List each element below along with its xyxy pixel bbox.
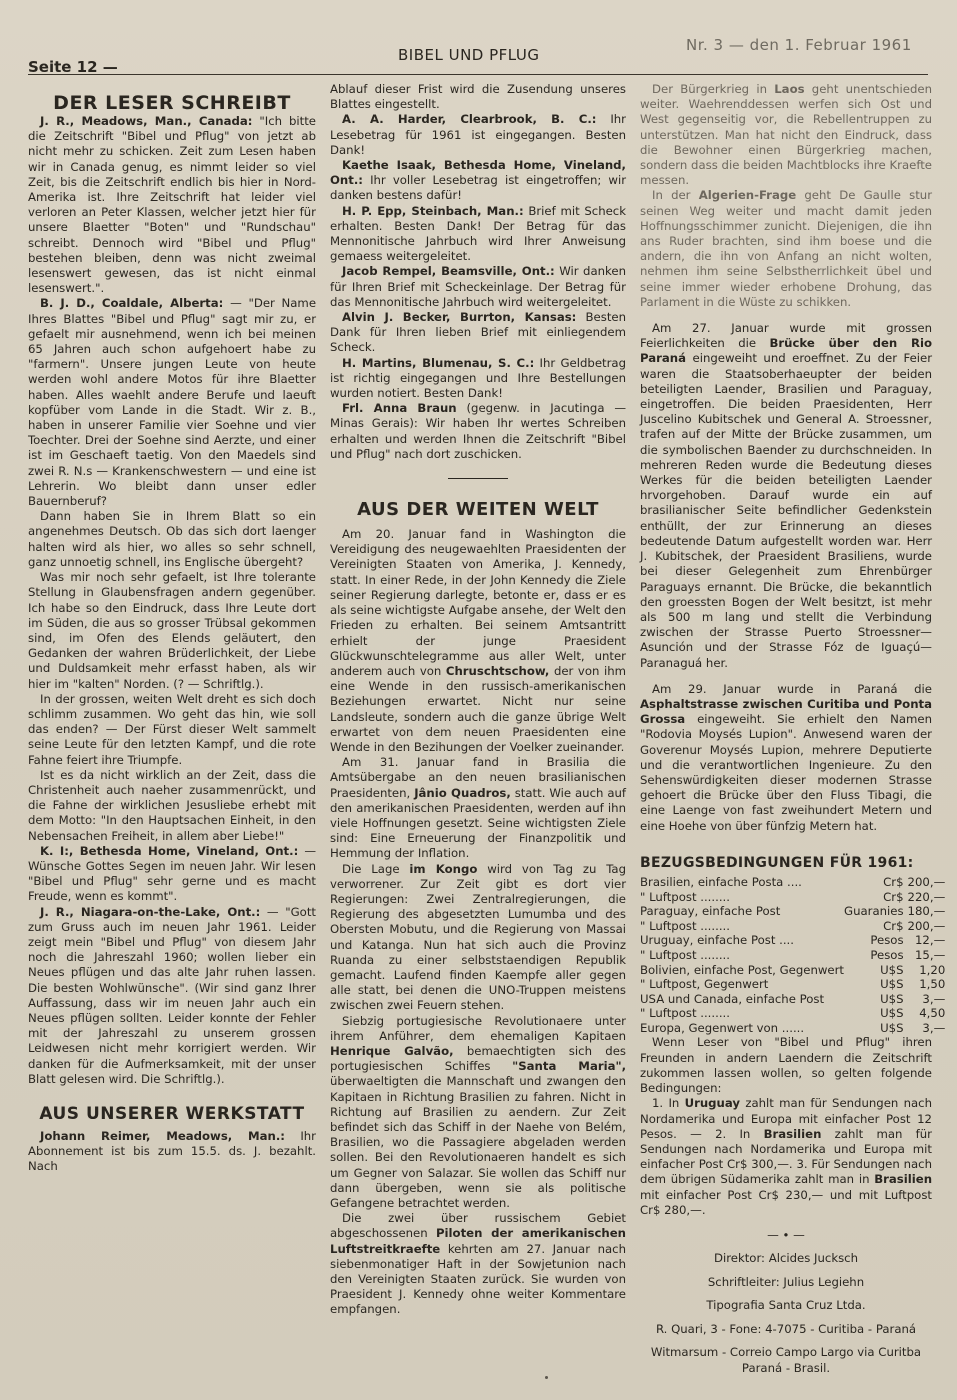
column-2 (330, 82, 626, 1318)
news-paragraph: Der Bürgerkrieg in Laos geht unentschieden weiter. Waehrenddessen werfen sich Ost und West gegenseitig vor, die Rebellentruppen zu unterstützen. Man hat nicht den Eindruck, dass die Bewohner einen Bürgerkrieg machen, sondern dass die beiden Machtblocks ihre Kraefte messen. (640, 82, 933, 188)
news-paragraph: In der Algerien-Frage geht De Gaulle stur seinen Weg weiter und macht damit jeden Hoffnungsschimmer zunicht. Diejenigen, die ihn ans Ruder brachten, sind ihm boese und die andern, die ihn von Anfang an nicht wolten, nehmen ihm seine Selbstherrlichkeit übel und seine immer wieder erhobene Drohung, das Parlament in die Wüste zu schikken. (640, 188, 933, 309)
letter-sender: B. J. D., Coaldale, Alberta: (40, 296, 224, 311)
print-speck (545, 1376, 548, 1379)
news-paragraph: Am 27. Januar wurde mit grossen Feierlichkeiten die Brücke über den Rio Paraná eingeweiht und eroeffnet. Zu der Feier waren die Staatsoberhaeupter der beiden beteiligten Laender, Brasilien und Paraguay, eingetroffen. Die beiden Praesidenten, Herr Juscelino Kubitschek und General A. Stroessner, trafen auf der Mitte der Brücke zusammen, um die symbolischen Baender zu durchschneiden. In mehreren Reden wurde die Bedeutung dieses Werkes für die beiden beteiligten Laender hrvorgehoben. Darauf wurde ein auf brasilianischer Seite befindlicher Gedenkstein enthüllt, der zur Erinnerung an dieses bedeutende Datum aufgestellt worden war. Herr J. Kubitschek, der Praesident Brasiliens, wurde bei dieser Gelegenheit zum Ehrenbürger Paraguays ernannt. Die Brücke, die bekanntlich den groessten Bogen der Welt besitzt, ist mehr als 500 m lang und stellt die Verbindung zwischen der Strasse Puerto Stroessner—Asunción und der Strasse Fóz de Iguaçú—Paranaguá her. (640, 321, 933, 670)
price-row (640, 948, 945, 963)
column-1 (28, 82, 316, 1175)
price-amount: 3,— (922, 991, 946, 1006)
letter-3: K. I:, Bethesda Home, Vineland, Ont.: — Wünsche Gottes Segen im neuen Jahr. Wir lesen "Bibel und Pflug" sehr gerne und es macht Freude, wenn es kommt". (28, 843, 316, 904)
section-heading-welt: AUS DER WEITEN WELT (357, 499, 599, 521)
page-number: Seite 12 — (28, 58, 118, 76)
price-amount: 3,— (922, 1020, 946, 1035)
imprint-director: Direktor: Alcides Jucksch (713, 1251, 859, 1266)
ornament-divider: — • — (767, 1227, 805, 1242)
notice-2: A. A. Harder, Clearbrook, B. C.: Ihr Lesebetrag für 1961 ist eingegangen. Besten Dank! (330, 112, 626, 157)
notice-6: Alvin J. Becker, Burrton, Kansas: Besten Dank für Ihren lieben Brief mit einliegendem Scheck. (330, 310, 626, 355)
news-paragraph: Die zwei über russischem Gebiet abgeschossenen Piloten der amerikanischen Luftstreitkraefte kehrten am 27. Januar nach siebenmonatiger Haft in der Sowjetunion nach den Vereinigten Staaten zurück. Sie wurden von Praesident J. Kennedy ohne weiter Kommentare empfangen. (330, 1211, 627, 1317)
price-row (640, 1006, 945, 1021)
price-label: Uruguay, einfache Post .... (640, 933, 794, 948)
imprint-country: Paraná - Brasil. (741, 1360, 831, 1375)
price-row (640, 963, 945, 978)
letter-sender: J. R., Meadows, Man., Canada: (40, 114, 253, 128)
price-amount: 220,— (907, 889, 946, 904)
bezug-paragraph: Wenn Leser von "Bibel und Pflug" ihren Freunden in andern Laendern die Zeitschrift zukommen lassen wollen, so gelten folgende Bedingungen: (640, 1035, 932, 1096)
price-currency: Guaranies (844, 904, 904, 919)
price-row (640, 1021, 945, 1036)
price-currency: U$S (880, 962, 904, 977)
notice-recipient: Kaethe Isaak, Bethesda Home, Vineland, Ont.: (330, 158, 626, 188)
letter-sender: K. I:, Bethesda Home, Vineland, Ont.: (40, 843, 299, 858)
price-amount: 200,— (907, 874, 946, 889)
price-currency: U$S (880, 1006, 904, 1021)
price-currency: Cr$ (883, 889, 904, 904)
notice-recipient: H. P. Epp, Steinbach, Man.: (342, 203, 524, 218)
price-currency: Pesos (870, 933, 904, 948)
notice-recipient: Jacob Rempel, Beamsville, Ont.: (342, 264, 555, 279)
masthead-title: BIBEL UND PFLUG (398, 46, 540, 64)
price-amount: 15,— (914, 947, 946, 962)
notice-recipient: A. A. Harder, Clearbrook, B. C.: (342, 112, 597, 127)
price-row (640, 904, 945, 919)
letter-2-paragraph: In der grossen, weiten Welt dreht es sich doch schlimm zusammen. Wo geht das hin, wie soll das enden? — Der Fürst dieser Welt sammelt seine Leute für den letzten Kampf, und die rote Fahne feiert ihre Triumpfe. (28, 691, 316, 767)
notice-1-continued: Ablauf dieser Frist wird die Zusendung unseres Blattes eingestellt. (330, 82, 626, 112)
price-amount: 1,50 (919, 977, 946, 992)
notice-5: Jacob Rempel, Beamsville, Ont.: Wir danken für Ihren Brief mit Scheckeinlage. Der Betrag für das Mennonitische Jahrbuch wird weitergeleitet. (330, 264, 626, 309)
section-divider (448, 478, 508, 479)
price-currency: Cr$ (883, 874, 904, 889)
notice-7: H. Martins, Blumenau, S. C.: Ihr Geldbetrag ist richtig eingegangen und Ihre Bestellungen wurden notiert. Besten Dank! (330, 355, 626, 401)
section-heading-werkstatt: AUS UNSERER WERKSTATT (39, 1104, 305, 1124)
price-label: " Luftpost ........ (640, 889, 730, 904)
price-row (640, 992, 945, 1007)
column-3 (640, 82, 946, 1376)
price-amount: 1,20 (919, 962, 946, 977)
letter-2-paragraph: Ist es da nicht wirklich an der Zeit, dass die Christenheit auch naeher zusammenrückt, und die Fahne der wirklichen Jesusliebe erhebt mit dem Motto: "In den Hauptsachen Einheit, in den Nebensachen Freiheit, in allem aber Liebe!" (28, 767, 316, 843)
price-amount: 200,— (907, 918, 946, 933)
letter-1: J. R., Meadows, Man., Canada: "Ich bitte die Zeitschrift "Bibel und Pflug" von jetzt ab nicht mehr zu schicken. Zeit zum Lesen haben wir in Canada genug, es nimmt leider so viel Zeit, bis die Zeitschrift endlich bis hier in Nord-Amerika ist. Ihre Zeitschrift hat leider viel verloren an Peter Klassen, welcher jetzt hier für unsere Blaetter "Boten" und "Rundschau" schreibt. Dennoch wird "Bibel und Pflug" bestehen bleiben, denn was nicht zweimal lesenswert gewesen, das ist nicht einmal lesenswert.". (28, 114, 316, 296)
price-row (640, 933, 945, 948)
news-paragraph: Am 29. Januar wurde in Paraná die Asphaltstrasse zwischen Curitiba und Ponta Grossa eingeweiht. Sie erhielt den Namen "Rodovia Moysés Lupion". Anwesend waren der Goverenur Moysés Lupion, mehrere Deputierte und die verantwortlichen Ingenieure. Zu den Sehenswürdigkeiten dieser modernen Strasse gehoert die Brücke über den Fluss Tibagi, die eine Laenge von fast zweihundert Metern und eine Hoehe von über fünfzig Metern hat. (640, 681, 932, 833)
price-amount: 12,— (914, 933, 946, 948)
letter-2-paragraph: Was mir noch sehr gefaelt, ist Ihre tolerante Stellung in Glaubensfragen andern gegenüber. Ich habe so den Eindruck, dass Ihre Leute dort im Süden, die aus so grosser Trübsal gekommen sind, im Ofen des Elends geläutert, den Gedanken der wahren Brüderlichkeit, der Liebe und Duldsamkeit mehr erfasst haben, als wir hier im "kalten" Norden. (? — Schriftlg.). (28, 570, 316, 691)
price-amount: 4,50 (919, 1006, 946, 1021)
notice-1: Johann Reimer, Meadows, Man.: Ihr Abonnement ist bis zum 15.5. ds. J. bezahlt. Nach (28, 1129, 316, 1174)
notice-recipient: H. Martins, Blumenau, S. C.: (342, 355, 535, 370)
letter-4: J. R., Niagara-on-the-Lake, Ont.: — "Gott zum Gruss auch im neuen Jahr 1961. Leider zeigt mein "Bibel und Pflug" von diesem Jahr noch die Jahreszahl 1960; wollen lieber ein Neues pflügen und das alte Jahr ruhen lassen. Die besten Wohlwünsche". (Wir sind ganz Ihrer Auffassung, dass wir im neuen Jahr auch ein Neues pflügen sollten. Leider konnte der Fehler mit der Jahreszahl zu unserem grossen Leidwesen nicht mehr korrigiert werden. Wir danken für die Aufmerksamkeit, mit der unser Blatt gelesen wird. Die Schriftlg.). (28, 904, 316, 1086)
imprint-editor: Schriftleiter: Julius Legiehn (707, 1274, 865, 1289)
section-heading-bezug: BEZUGSBEDINGUNGEN FÜR 1961: (640, 854, 914, 871)
price-currency: U$S (880, 991, 904, 1006)
price-label: USA und Canada, einfache Post (640, 991, 825, 1006)
notice-8: Frl. Anna Braun (gegenw. in Jacutinga — Minas Gerais): Wir haben Ihr wertes Schreiben erhalten und werden Ihnen die Zeitschrift "Bibel und Pflug" nach dort zuschicken. (330, 401, 627, 461)
price-row (640, 919, 945, 934)
price-row (640, 977, 945, 992)
price-label: " Luftpost, Gegenwert (640, 977, 769, 992)
price-table (640, 875, 945, 1036)
price-label: Brasilien, einfache Posta .... (640, 874, 802, 889)
imprint (640, 1251, 932, 1376)
letter-2: B. J. D., Coaldale, Alberta: — "Der Name Ihres Blattes "Bibel und Pflug" sagt mir zu, er gefaelt mir ausnehmend, wenn ich bei meinen 65 Jahren auch schon aufgehoert habe zu "farmern". Unsere jungen Leute von heute werden wohl andere Motos für ihre Blaetter haben. Alles waehlt andere Berufe und laeuft kopfüber vom Lande in die Stadt. Wir z. B., haben in unserer Familie vier Soehne und vier Toechter. Drei der Soehne sind Aerzte, und einer ist im Geschaeft taetig. Von den Maedels sind zwei R. N.s — Krankenschwestern — und eine ist Lehrerin. Wo bleibt dann unser edler Bauernberuf? (28, 296, 317, 509)
news-paragraph: Siebzig portugiesische Revolutionaere unter ihrem Anführer, dem ehemaligen Kapitaen Henrique Galvão, bemaechtigten sich des portugiesischen Schiffes "Santa Maria", überwaeltigten die Mannschaft und zwangen den Kapitaen in Richtung Brasilien zu fahren. Nicht in Richtung auf Brasilien zu aendern. Zur Zeit befindet sich das Schiff in der Naehe von Belém, Brasilien, wo die Passagiere abgeladen werden sollen. Bei den Revolutionaeren handelt es sich um Gegner von Salazar. Sie wollen das Schiff nur dann übergeben, wenn sie als politische Gefangene betrachtet werden. (330, 1013, 627, 1211)
price-row (640, 890, 945, 905)
price-label: " Luftpost ........ (640, 947, 730, 962)
notice-4: H. P. Epp, Steinbach, Man.: Brief mit Scheck erhalten. Besten Dank! Der Betrag für das Mennonitische Jahrbuch wird Ihrer Anweisung gemaess weitergeleitet. (330, 203, 626, 264)
price-currency: U$S (880, 1020, 904, 1035)
price-label: Europa, Gegenwert von ...... (640, 1020, 805, 1035)
notice-recipient: Johann Reimer, Meadows, Man.: (40, 1129, 285, 1143)
price-label: Paraguay, einfache Post (640, 904, 781, 919)
imprint-printer: Tipografia Santa Cruz Ltda. (706, 1298, 866, 1313)
bezug-paragraph: 1. In Uruguay zahlt man für Sendungen nach Nordamerika und Europa mit einfacher Post 12 Pesos. — 2. In Brasilien zahlt man für Sendungen nach Nordamerika und Europa mit einfacher Post Cr$ 300,—. 3. Für Sendungen nach dem übrigen Südamerika zahlt man in Brasilien mit einfacher Post Cr$ 230,— und mit Luftpost Cr$ 280,—. (640, 1096, 933, 1217)
price-row (640, 875, 945, 890)
issue-date: Nr. 3 — den 1. Februar 1961 (686, 36, 912, 54)
header-rule (28, 74, 928, 75)
price-label: " Luftpost ........ (640, 1006, 730, 1021)
price-currency: U$S (880, 977, 904, 992)
imprint-location: Witmarsum - Correio Campo Largo via Curitba (650, 1345, 922, 1360)
imprint-address: R. Quari, 3 - Fone: 4-7075 - Curitiba - Paraná (655, 1321, 917, 1336)
news-paragraph: Die Lage im Kongo wird von Tag zu Tag verworrener. Zur Zeit gibt es dort vier Regierungen: Zwei Zentralregierungen, die Regierung des abgesetzten Lumumba und des Obersten Mobutu, und die Regierung von Massai und Katanga. Nun hat sich auch die Provinz Ruanda zu einer selbststaendigen Republik gemacht. Laufend finden Kaempfe aller gegen alle statt, bei denen die UNO-Truppen meistens zwischen zwei Feuern stehen. (330, 861, 626, 1013)
price-currency: Cr$ (883, 918, 904, 933)
letter-2-paragraph: Dann haben Sie in Ihrem Blatt so ein angenehmes Deutsch. Ob das sich dort laenger halten wird als hier, wo alles so sehr schnell, ganz unnoetig schnell, ins Englische übergeht? (28, 509, 316, 569)
price-currency: Pesos (870, 947, 904, 962)
notice-3: Kaethe Isaak, Bethesda Home, Vineland, Ont.: Ihr voller Lesebetrag ist eingetroffen; wir danken bestens dafür! (330, 158, 627, 203)
news-paragraph: Am 20. Januar fand in Washington die Vereidigung des neugewaehlten Praesidenten der Vereinigten Staaten von Amerika, J. Kennedy, statt. In einer Rede, in der John Kennedy die Ziele seiner Regierung darlegte, betonte er, dass er es als seine wichtigste Aufgabe ansehe, der Welt den Frieden zu erhalten. Bei seinem Amtsantritt erhielt der junge Praesident Glückwunschtelegramme aus aller Welt, unter anderem auch von Chruschtschow, der von ihm eine Wende in den russisch-amerikanischen Beziehungen erwartet. Nicht nur seine Landsleute, sondern auch die ganze übrige Welt erwartet von dem neuen Praesidenten eine Wende in den Bezihungen der Voelker zueinander. (330, 527, 626, 754)
news-paragraph: Am 31. Januar fand in Brasilia die Amtsübergabe an den neuen brasilianischen Praesidenten, Jânio Quadros, statt. Wie auch auf den amerikanischen Praesidenten, werden auf ihn viele Hoffnungen gesetzt. Seine wichtigsten Ziele sind: Eine Erneuerung der Finanzpolitik und Hemmung der Inflation. (330, 755, 627, 861)
notice-recipient: Frl. Anna Braun (342, 401, 457, 416)
price-amount: 180,— (907, 904, 946, 919)
notice-recipient: Alvin J. Becker, Burrton, Kansas: (342, 310, 577, 325)
letter-sender: J. R., Niagara-on-the-Lake, Ont.: (40, 904, 261, 919)
section-heading-leser: DER LESER SCHREIBT (53, 92, 291, 114)
price-label: " Luftpost ........ (640, 918, 730, 933)
price-label: Bolivien, einfache Post, Gegenwert (640, 962, 845, 977)
